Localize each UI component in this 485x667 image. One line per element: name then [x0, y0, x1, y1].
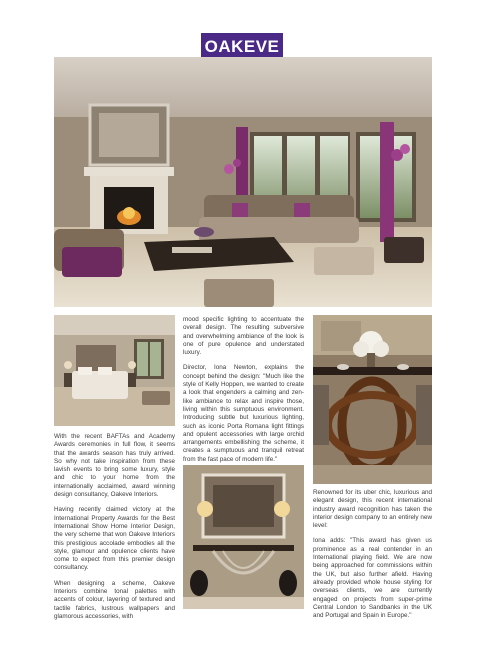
brand-name: OAKEVE: [204, 37, 280, 56]
dining-table-photo: [313, 315, 432, 484]
right-column: [313, 489, 432, 627]
right-paragraph-1: Renowned for its uber chic, luxurious and elegant design, this recent international industry award recognition has taken the interior design company to an entirely new level:: [313, 489, 432, 530]
console-table-photo: [183, 465, 304, 609]
left-paragraph-2: Having recently claimed victory at the International Property Awards for the Best International Show Home Interior Design, the very scheme that won Oakeve Interiors this prestigious accolade embodies all the style, glamour and opulence clients have come to expect from this premier design consultancy.: [54, 506, 175, 572]
middle-paragraph-2: Director, Iona Newton, explains the concept behind the design: "Much like the style of Kelly Hoppen, we wanted to create a look that engenders a calming and zen-like ambiance to relax and inspire those, living within this sumptuous environment. Introducing subtle but luxurious lighting, such as iconic Porta Romana light fittings and opulent accessories with large orchid arrangements embellishing the scheme, it creates a sumptuous and tranquil retreat from the fast pace of modern life.": [183, 364, 304, 463]
living-room-illustration: [54, 57, 432, 307]
bedroom-photo: [54, 315, 175, 426]
left-column: [54, 433, 175, 628]
left-paragraph-3: When designing a scheme, Oakeve Interiors combine tonal palettes with accents of colour, layering of textured and tactile fabrics, lustrous wallpapers and glamorous accessories, with: [54, 579, 175, 620]
right-paragraph-2: Iona adds: "This award has given us prominence as a real contender in an International playing field. We are now being approached for commissions within the UK, but also further afield. Having already provided whole house styling for overseas clients, we are currently engaged on projects from super-prime Central London to Sandbanks in the UK and Portugal and Spain in Europe.": [313, 537, 432, 620]
dining-illustration: [313, 315, 432, 484]
left-paragraph-1: With the recent BAFTAs and Academy Awards ceremonies in full flow, it seems that the awards season has truly arrived. So why not take inspiration from these lavish events to bring some luxury, style and chic to your home from the internationally acclaimed, award winning design consultancy, Oakeve Interiors.: [54, 433, 175, 499]
bedroom-illustration: [54, 315, 175, 426]
console-illustration: [183, 465, 304, 609]
middle-column: [183, 316, 304, 471]
middle-paragraph-1: mood specific lighting to accentuate the overall design. The resulting subversive and overwhelming ambiance of the look is one of pure opulence and understated luxury.: [183, 316, 304, 357]
living-room-photo: [54, 57, 432, 307]
